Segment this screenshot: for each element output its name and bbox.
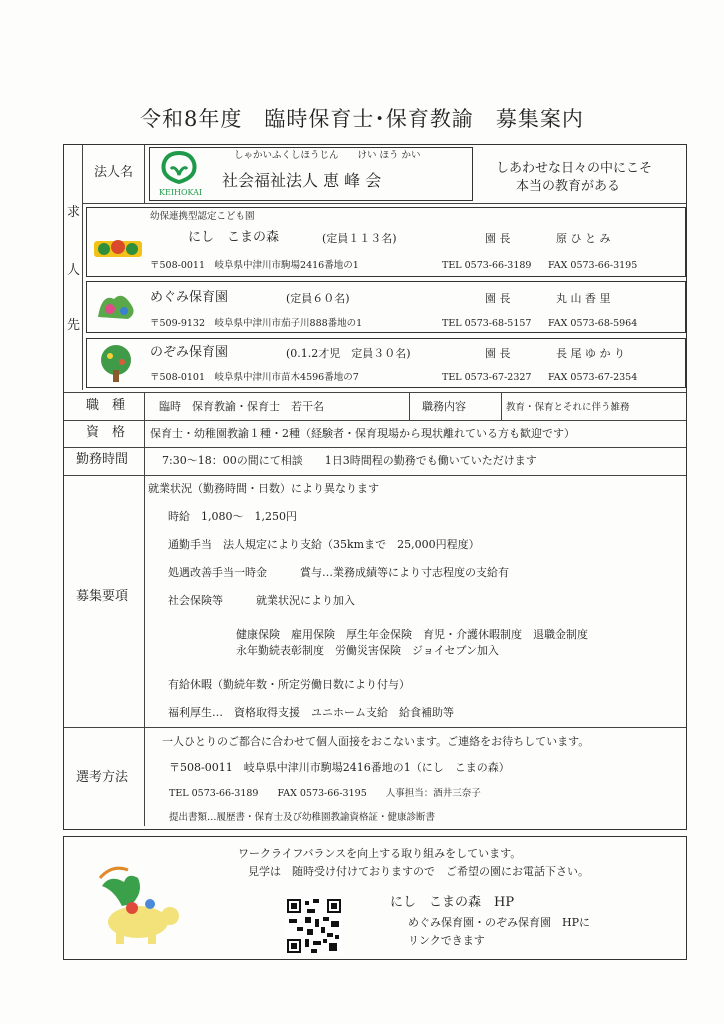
job-value: 臨時 保育教諭・保育士 若干名: [159, 400, 324, 413]
nursery-1-capacity: (定員１１３名): [322, 232, 397, 245]
selection-line-1: 一人ひとりのご都合に合わせて個人面接をおこないます。ご連絡をお待ちしています。: [162, 735, 590, 748]
corp-reading: しゃかいふくしほうじん けい ほう かい: [234, 150, 421, 161]
requirement-line-5: 社会保険等 就業状況により加入: [168, 594, 355, 607]
nursery-1-head-title: 園 長: [485, 232, 511, 245]
selection-documents: 提出書類…履歴書・保育士及び幼稚園教諭資格証・健康診断書: [169, 812, 436, 823]
slogan-line-1: しあわせな日々の中にこそ: [496, 161, 653, 176]
nursery-3-head-name: 長 尾 ゆ か り: [556, 347, 625, 360]
nozomi-logo-icon: [94, 342, 138, 384]
job-label: 職 種: [86, 398, 126, 413]
footer-line-1: ワークライフバランスを向上する取り組みをしています。: [238, 847, 522, 860]
nursery-2-address: 〒509-9132 岐阜県中津川市茄子川888番地の1: [150, 318, 363, 329]
corp-name: 社会福祉法人 恵 峰 会: [222, 171, 382, 190]
nursery-2-tel: TEL 0573-68-5157: [442, 318, 532, 329]
komanomori-logo-icon: [92, 231, 144, 265]
requirement-line-1: 就業状況（勤務時間・日数）により異なります: [148, 482, 379, 495]
requirements-label: 募集要項: [76, 589, 129, 604]
nursery-3-head-title: 園 長: [485, 347, 511, 360]
recruitment-table: [63, 144, 687, 830]
requirement-line-8: 有給休暇（勤続年数・所定労働日数により付与）: [168, 678, 410, 691]
duty-value: 教育・保育とそれに伴う雑務: [506, 402, 630, 413]
side-label-3: 先: [67, 318, 81, 333]
side-label-2: 人: [67, 263, 81, 278]
nursery-1-name: にし こまの森: [188, 230, 280, 245]
nursery-2-head-name: 丸 山 香 里: [556, 292, 611, 305]
nursery-1-head-name: 原 ひ と み: [556, 232, 611, 245]
requirement-line-6: 健康保険 雇用保険 厚生年金保険 育児・介護休暇制度 退職金制度: [236, 628, 588, 641]
requirement-line-3: 通勤手当 法人規定により支給（35kmまで 25,000円程度）: [168, 538, 480, 551]
megumi-logo-icon: [92, 287, 142, 327]
selection-address: 〒508-0011 岐阜県中津川市駒場2416番地の1（にし こまの森）: [169, 761, 510, 774]
qualification-label: 資 格: [86, 425, 126, 440]
nursery-1-address: 〒508-0011 岐阜県中津川市駒場2416番地の1: [150, 260, 359, 271]
nursery-3-name: のぞみ保育園: [150, 345, 229, 360]
selection-label: 選考方法: [76, 770, 129, 785]
nursery-3-address: 〒508-0101 岐阜県中津川市苗木4596番地の7: [150, 372, 359, 383]
nursery-2-name: めぐみ保育園: [150, 290, 229, 305]
duty-label: 職務内容: [422, 400, 466, 413]
nursery-2-fax: FAX 0573-68-5964: [548, 318, 638, 329]
logo-caption: KEIHOKAI: [159, 188, 203, 197]
elephant-illustration-icon: [92, 860, 182, 948]
nursery-2-capacity: (定員６０名): [286, 292, 350, 305]
hp-note-2: リンクできます: [408, 934, 485, 947]
qualification-value: 保育士・幼稚園教諭１種・2種（経験者・保育現場から現状離れている方も歓迎です）: [150, 427, 575, 440]
nursery-3-capacity: (0.1.2才児 定員３０名): [286, 347, 411, 360]
page-title: 令和8年度 臨時保育士･保育教諭 募集案内: [140, 107, 584, 131]
nursery-1-fax: FAX 0573-66-3195: [548, 260, 638, 271]
slogan-line-2: 本当の教育がある: [516, 179, 621, 194]
hours-value: 7:30～18：00の間にて相談 1日3時間程の勤務でも働いていただけます: [162, 454, 537, 467]
hp-note-1: めぐみ保育園・のぞみ保育園 HPに: [408, 916, 590, 929]
nursery-1-type: 幼保連携型認定こども園: [150, 211, 255, 222]
corp-label: 法人名: [94, 165, 134, 180]
nursery-2-head-title: 園 長: [485, 292, 511, 305]
requirement-line-2: 時給 1,080～ 1,250円: [168, 510, 297, 523]
selection-contact: TEL 0573-66-3189 FAX 0573-66-3195 人事担当：酒井三奈子: [169, 788, 481, 799]
requirement-line-7: 永年勤続表彰制度 労働災害保険 ジョイセブン加入: [236, 644, 500, 657]
nursery-3-tel: TEL 0573-67-2327: [442, 372, 532, 383]
nursery-1-tel: TEL 0573-66-3189: [442, 260, 532, 271]
qr-code-icon[interactable]: [285, 897, 343, 955]
nursery-3-fax: FAX 0573-67-2354: [548, 372, 638, 383]
hp-label[interactable]: にし こまの森 HP: [390, 895, 515, 910]
footer-line-2: 見学は 随時受け付けておりますので ご希望の園にお電話下さい。: [248, 865, 589, 878]
hours-label: 勤務時間: [76, 452, 129, 467]
requirement-line-9: 福利厚生… 資格取得支援 ユニホーム支給 給食補助等: [168, 706, 454, 719]
requirement-line-4: 処遇改善手当一時金 賞与…業務成績等により寸志程度の支給有: [168, 566, 509, 579]
side-label-1: 求: [67, 205, 81, 220]
